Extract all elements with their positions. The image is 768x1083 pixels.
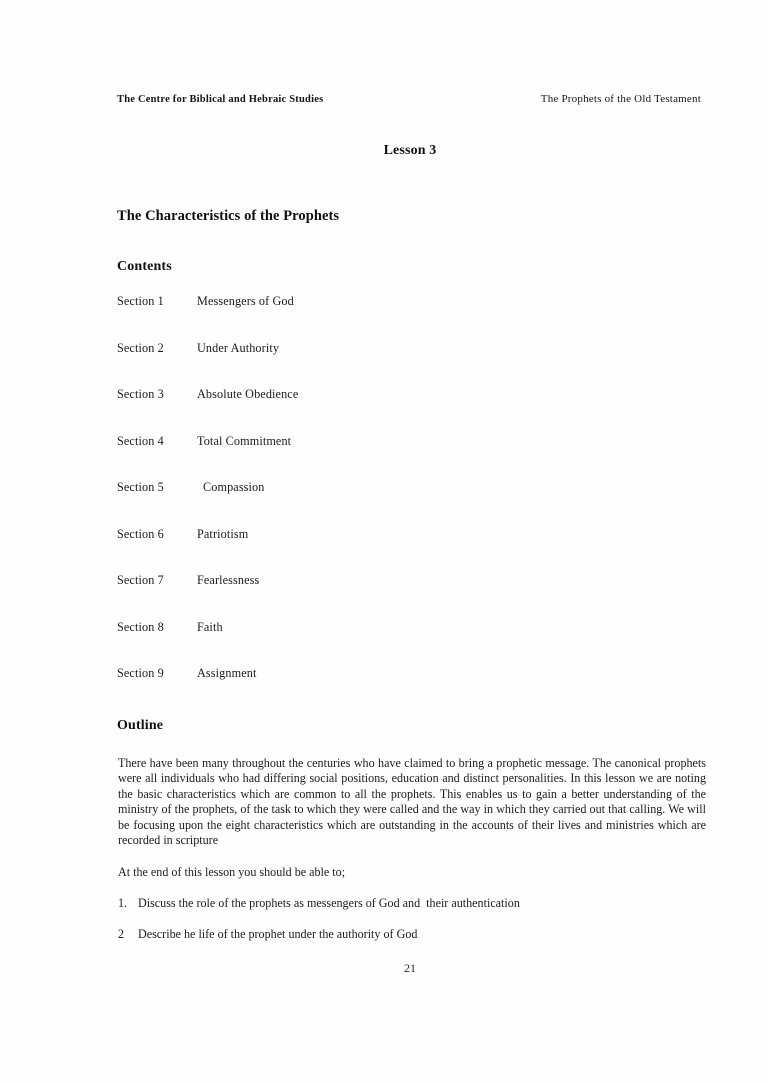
section-label: Section 1 bbox=[117, 294, 164, 308]
running-header bbox=[117, 93, 701, 105]
section-label: Section 7 bbox=[117, 573, 164, 587]
objectives-list bbox=[118, 896, 706, 958]
list-item bbox=[117, 666, 587, 713]
section-name: Messengers of God bbox=[197, 294, 294, 308]
section-name: Patriotism bbox=[197, 526, 249, 541]
list-item bbox=[117, 387, 587, 434]
header-course-title: The Prophets of the Old Testament bbox=[540, 93, 701, 105]
section-label: Section 4 bbox=[117, 433, 164, 448]
objective-text: Describe he life of the prophet under the authority of God bbox=[138, 927, 418, 941]
section-name: Faith bbox=[197, 619, 223, 634]
outline-paragraph: There have been many throughout the centuries who have claimed to bring a prophetic message. The canonical prophets were all individuals who had differing social positions, education and distinct personalities. In this lesson we are noting the basic characteristics which are common to all the prophets. This enables us to gain a better understanding of the ministry of the prophets, of the task to which they were called and the way in which they carried out that calling. We will be focusing upon the eight characteristics which are outstanding in the accounts of their lives and ministries which are recorded in scripture bbox=[118, 756, 706, 848]
section-label: Section 3 bbox=[117, 387, 164, 401]
section-name: Absolute Obedience bbox=[197, 387, 299, 401]
section-name: Compassion bbox=[203, 480, 265, 494]
outline-heading: Outline bbox=[117, 718, 164, 733]
objectives-lead-in: At the end of this lesson you should be able to; bbox=[118, 865, 346, 879]
section-label: Section 6 bbox=[117, 526, 164, 541]
list-item bbox=[118, 896, 706, 927]
contents-heading: Contents bbox=[117, 259, 172, 274]
section-label: Section 5 bbox=[117, 480, 164, 494]
list-item bbox=[117, 434, 587, 481]
list-item bbox=[117, 573, 587, 620]
section-name: Under Authority bbox=[197, 340, 280, 355]
section-label: Section 8 bbox=[117, 619, 164, 634]
header-institution: The Centre for Biblical and Hebraic Studies bbox=[117, 94, 324, 105]
contents-list bbox=[117, 294, 587, 713]
lesson-label: Lesson 3 bbox=[383, 143, 437, 158]
page-title: The Characteristics of the Prophets bbox=[117, 208, 340, 224]
list-item bbox=[117, 480, 587, 527]
objective-number: 1. bbox=[118, 896, 128, 910]
objective-text: Discuss the role of the prophets as messengers of God and their authentication bbox=[138, 896, 520, 910]
section-name: Fearlessness bbox=[197, 573, 260, 587]
section-name: Total Commitment bbox=[197, 433, 292, 448]
objective-number: 2 bbox=[118, 927, 125, 941]
list-item bbox=[117, 294, 587, 341]
list-item bbox=[118, 927, 706, 958]
page-number: 21 bbox=[404, 961, 416, 975]
list-item bbox=[117, 341, 587, 388]
list-item bbox=[117, 620, 587, 667]
section-label: Section 9 bbox=[117, 666, 164, 680]
list-item bbox=[117, 527, 587, 574]
section-label: Section 2 bbox=[117, 340, 164, 355]
section-name: Assignment bbox=[197, 666, 257, 680]
